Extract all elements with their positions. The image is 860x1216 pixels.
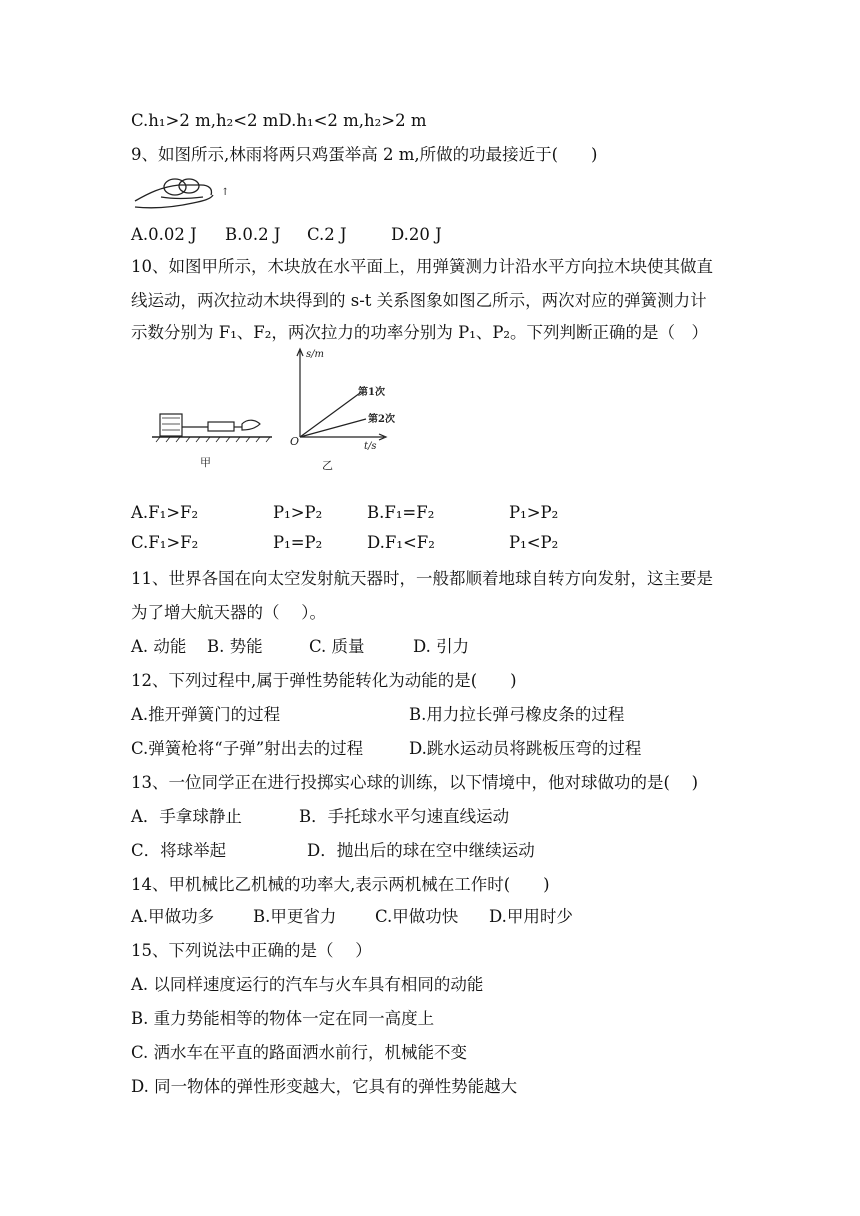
q14-option-c: C.甲做功快 [375, 907, 459, 926]
q12-options-cd [131, 738, 641, 760]
figure-label-yi: 乙 [322, 459, 333, 470]
q14-stem: 14、甲机械比乙机械的功率大,表示两机械在工作时( ) [131, 875, 550, 894]
line-first-trial [300, 393, 360, 437]
q10-figure-yi [288, 345, 408, 470]
q12-option-b: B.用力拉长弹弓橡皮条的过程 [409, 705, 625, 724]
q10-option-a-p: P₁>P₂ [273, 503, 323, 522]
x-axis-label: t/s [364, 441, 377, 452]
line2-label: 第2次 [368, 414, 395, 425]
q13-options-cd [131, 840, 535, 862]
q15-option-a: A. 以同样速度运行的汽车与火车具有相同的动能 [131, 975, 484, 994]
q9-stem: 9、如图所示,林雨将两只鸡蛋举高 2 m,所做的功最接近于( ) [131, 145, 598, 164]
q13-options-ab [131, 806, 509, 828]
q15-option-c: C. 洒水车在平直的路面洒水前行，机械能不变 [131, 1043, 468, 1062]
q12-option-c: C.弹簧枪将“子弹”射出去的过程 [131, 739, 364, 758]
q10-option-c-p: P₁=P₂ [273, 533, 323, 552]
q9-options [131, 224, 442, 246]
q10-option-c-f: C.F₁>F₂ [131, 533, 199, 552]
q9-arrow-icon: ↑ [221, 187, 230, 198]
wooden-block [160, 414, 182, 436]
q10-option-d-f: D.F₁<F₂ [367, 533, 435, 552]
q14-option-d: D.甲用时少 [489, 907, 573, 926]
q10-option-b-f: B.F₁=F₂ [367, 503, 435, 522]
q9-option-a: A.0.02 J [131, 225, 197, 244]
q12-options-ab [131, 704, 624, 726]
q13-option-a: A．手拿球静止 [131, 807, 242, 826]
q9-hand-eggs-figure [131, 173, 241, 215]
q15-option-b: B. 重力势能相等的物体一定在同一高度上 [131, 1009, 435, 1028]
q11-option-c: C. 质量 [309, 637, 365, 656]
q10-option-a-f: A.F₁>F₂ [131, 503, 199, 522]
q13-option-c: C．将球举起 [131, 841, 227, 860]
q14-options [131, 906, 573, 928]
q10-stem-line2: 线运动，两次拉动木块得到的 s-t 关系图象如图乙所示，两次对应的弹簧测力计 [131, 291, 707, 310]
q10-stem-line1: 10、如图甲所示，木块放在水平面上，用弹簧测力计沿水平方向拉木块使其做直 [131, 257, 713, 276]
q9-option-b: B.0.2 J [225, 225, 281, 244]
q13-option-d: D．抛出后的球在空中继续运动 [307, 841, 535, 860]
line-second-trial [300, 419, 366, 437]
spring-scale [208, 422, 234, 431]
q15-stem: 15、下列说法中正确的是（ ） [131, 941, 372, 960]
q13-stem: 13、一位同学正在进行投掷实心球的训练，以下情境中，他对球做功的是( ) [131, 773, 699, 792]
y-axis-label: s/m [306, 349, 324, 360]
q14-option-b: B.甲更省力 [253, 907, 337, 926]
q13-option-b: B．手托球水平匀速直线运动 [299, 807, 510, 826]
q11-option-d: D. 引力 [413, 637, 470, 656]
line1-label: 第1次 [358, 387, 385, 398]
q10-options-cd [131, 532, 558, 554]
figure-label-jia: 甲 [200, 456, 211, 469]
origin-label: O [290, 435, 300, 448]
q10-option-d-p: P₁<P₂ [509, 533, 559, 552]
q11-stem-line2: 为了增大航天器的（ ）。 [131, 603, 326, 622]
q12-stem: 12、下列过程中,属于弹性势能转化为动能的是( ) [131, 671, 517, 690]
q10-stem-line3: 示数分别为 F₁、F₂，两次拉力的功率分别为 P₁、P₂。下列判断正确的是（ ） [131, 323, 709, 342]
q15-option-d: D. 同一物体的弹性形变越大，它具有的弹性势能越大 [131, 1077, 518, 1096]
q11-options [131, 636, 469, 658]
q10-figure-jia [150, 400, 280, 472]
q11-option-a: A. 动能 [131, 637, 187, 656]
q10-option-b-p: P₁>P₂ [509, 503, 559, 522]
q12-option-a: A.推开弹簧门的过程 [131, 705, 281, 724]
q8-options-cd: C.h₁>2 m,h₂<2 mD.h₁<2 m,h₂>2 m [131, 111, 427, 130]
q10-options-ab [131, 502, 558, 524]
q9-option-d: D.20 J [391, 225, 442, 244]
q11-option-b: B. 势能 [207, 637, 263, 656]
q11-stem-line1: 11、世界各国在向太空发射航天器时，一般都顺着地球自转方向发射，这主要是 [131, 569, 713, 588]
q14-option-a: A.甲做功多 [131, 907, 215, 926]
q9-option-c: C.2 J [307, 225, 347, 244]
q12-option-d: D.跳水运动员将跳板压弯的过程 [409, 739, 642, 758]
